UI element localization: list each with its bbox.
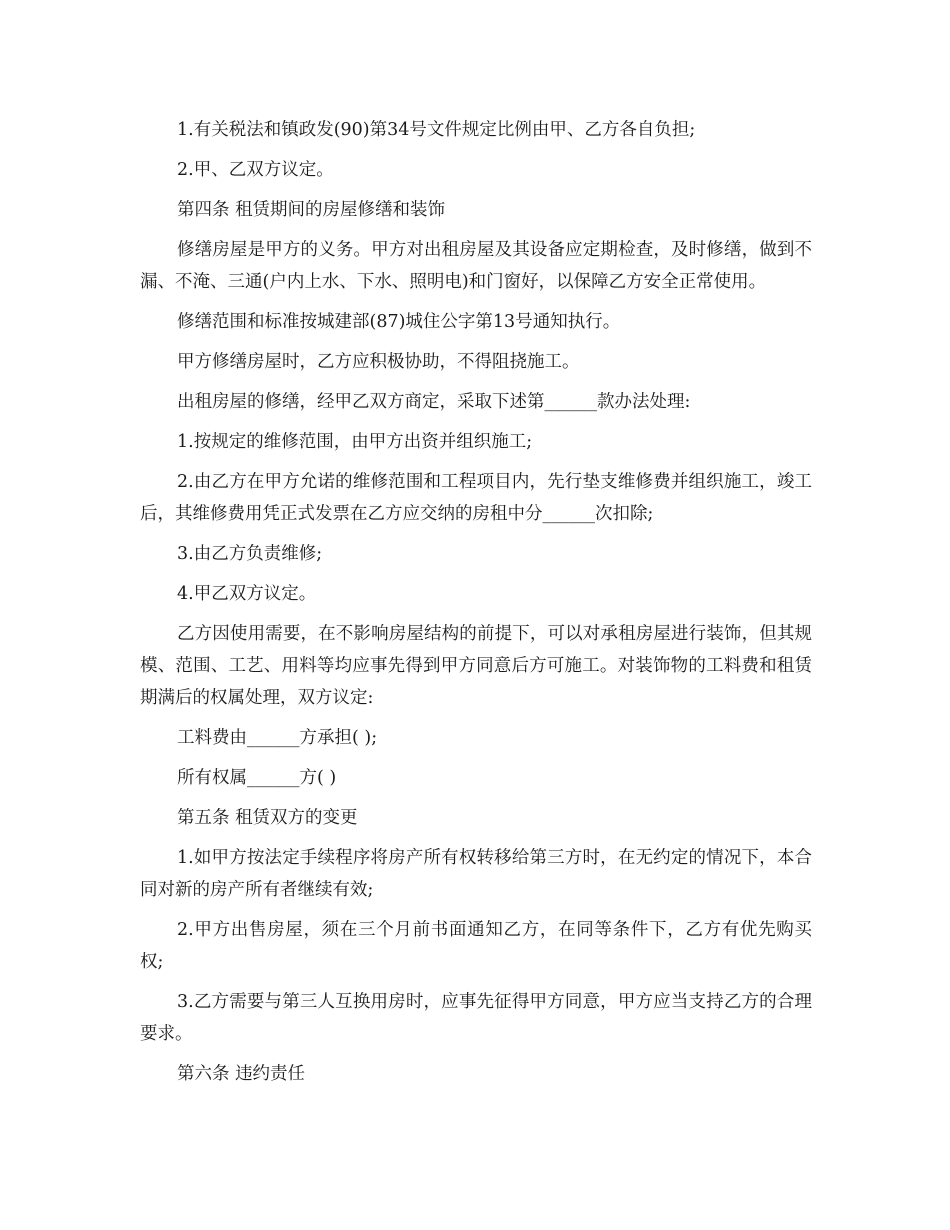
repair-cooperation-paragraph: 甲方修缮房屋时，乙方应积极协助，不得阻挠施工。	[177, 352, 580, 372]
article-6-heading: 第六条 违约责任	[177, 1064, 306, 1084]
repair-method-paragraph: 出租房屋的修缮，经甲乙双方商定，采取下述第______款办法处理:	[177, 392, 691, 412]
material-cost-line: 工料费由______方承担( );	[177, 728, 378, 748]
repair-option-2: 2.由乙方在甲方允诺的维修范围和工程项目内，先行垫支维修费并组织施工，竣工后，其维修费用凭正式发票在乙方应交纳的房租中分______次扣除;	[140, 472, 812, 524]
article-4-heading: 第四条 租赁期间的房屋修缮和装饰	[177, 200, 446, 220]
change-clause-1: 1.如甲方按法定手续程序将房产所有权转移给第三方时，在无约定的情况下，本合同对新的房产所有者继续有效;	[140, 848, 812, 900]
change-clause-3: 3.乙方需要与第三人互换用房时，应事先征得甲方同意，甲方应当支持乙方的合理要求。	[140, 992, 812, 1044]
list-item-tax-ratio: 1.有关税法和镇政发(90)第34号文件规定比例由甲、乙方各自负担;	[177, 120, 696, 140]
ownership-line: 所有权属______方( )	[177, 768, 337, 788]
decoration-paragraph: 乙方因使用需要，在不影响房屋结构的前提下，可以对承租房屋进行装饰，但其规模、范围、工艺、用料等均应事先得到甲方同意后方可施工。对装饰物的工料费和租赁期满后的权属处理，双方议定:	[140, 624, 812, 708]
article-5-heading: 第五条 租赁双方的变更	[177, 808, 358, 828]
change-clause-2: 2.甲方出售房屋，须在三个月前书面通知乙方，在同等条件下，乙方有优先购买权;	[140, 920, 812, 972]
repair-option-1: 1.按规定的维修范围，由甲方出资并组织施工;	[177, 432, 533, 452]
repair-option-3: 3.由乙方负责维修;	[177, 544, 323, 564]
repair-obligation-paragraph: 修缮房屋是甲方的义务。甲方对出租房屋及其设备应定期检查，及时修缮，做到不漏、不淹、三通(户内上水、下水、照明电)和门窗好，以保障乙方安全正常使用。	[140, 240, 812, 292]
list-item-mutual-agreement: 2.甲、乙双方议定。	[177, 160, 334, 180]
document-body	[140, 114, 812, 1098]
repair-option-4: 4.甲乙双方议定。	[177, 584, 317, 604]
repair-standard-paragraph: 修缮范围和标准按城建部(87)城住公字第13号通知执行。	[177, 312, 621, 332]
